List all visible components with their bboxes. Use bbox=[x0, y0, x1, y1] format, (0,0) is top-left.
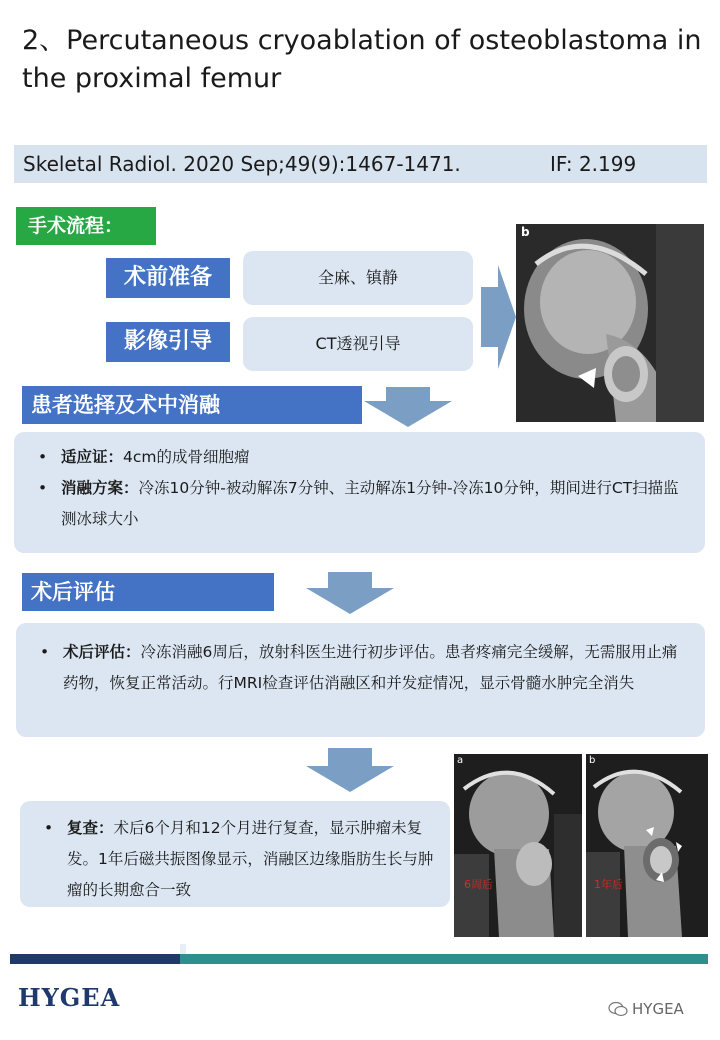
watermark-text: HYGEA bbox=[632, 1000, 684, 1018]
step-guidance-value: CT透视引导 bbox=[243, 317, 473, 371]
footer-bar-accent bbox=[180, 944, 186, 954]
item-label: 术后评估： bbox=[63, 643, 141, 661]
right-arrow-icon bbox=[478, 262, 518, 372]
image-panel-letter: a bbox=[457, 755, 464, 766]
page-title: 2、Percutaneous cryoablation of osteoblastoma in the proximal femur bbox=[22, 25, 702, 94]
image-panel-letter: b bbox=[589, 755, 596, 766]
footer-bar-teal bbox=[180, 954, 708, 964]
section-postop-heading: 术后评估 bbox=[22, 573, 274, 611]
list-item bbox=[28, 442, 691, 473]
item-text: 冷冻10分钟-被动解冻7分钟、主动解冻1分钟-冷冻10分钟，期间进行CT扫描监测冰球大小 bbox=[61, 479, 679, 528]
item-label: 消融方案： bbox=[61, 479, 139, 497]
mri-image-top bbox=[516, 224, 704, 422]
section-patient-selection-heading: 患者选择及术中消融 bbox=[22, 386, 362, 424]
item-label: 复查： bbox=[67, 819, 114, 837]
image-caption-1-year: 1年后 bbox=[594, 878, 623, 891]
femur-mri-graphic bbox=[454, 754, 582, 937]
bullet-icon: • bbox=[38, 448, 48, 466]
femur-mri-graphic bbox=[586, 754, 708, 937]
list-item bbox=[28, 473, 691, 535]
step-guidance-label: 影像引导 bbox=[106, 322, 230, 362]
citation-reference: Skeletal Radiol. 2020 Sep;49(9):1467-1471. bbox=[23, 152, 461, 176]
footer-bar-dark bbox=[10, 954, 180, 964]
mri-image-1-year bbox=[586, 754, 708, 937]
procedure-heading: 手术流程： bbox=[16, 207, 156, 245]
step-preop-value: 全麻、镇静 bbox=[243, 251, 473, 305]
wechat-watermark bbox=[608, 1000, 684, 1018]
postop-evaluation-panel bbox=[16, 623, 705, 737]
image-caption-6-weeks: 6周后 bbox=[464, 878, 493, 891]
down-arrow-icon bbox=[362, 385, 454, 429]
list-item bbox=[34, 813, 436, 906]
patient-selection-panel bbox=[14, 432, 705, 553]
item-text: 术后6个月和12个月进行复查，显示肿瘤未复发。1年后磁共振图像显示，消融区边缘脂肪生长与肿瘤的长期愈合一致 bbox=[67, 819, 434, 899]
image-panel-letter: b bbox=[521, 225, 530, 239]
down-arrow-icon bbox=[304, 570, 396, 616]
femur-mri-graphic bbox=[516, 224, 704, 422]
list-item bbox=[30, 637, 691, 699]
bullet-icon: • bbox=[38, 479, 48, 497]
bullet-icon: • bbox=[40, 643, 50, 661]
down-arrow-icon bbox=[304, 746, 396, 794]
citation-bar bbox=[14, 145, 707, 183]
item-text: 冷冻消融6周后，放射科医生进行初步评估。患者疼痛完全缓解，无需服用止痛药物，恢复正常活动。行MRI检查评估消融区和并发症情况，显示骨髓水肿完全消失 bbox=[63, 643, 678, 692]
bullet-icon: • bbox=[44, 819, 54, 837]
item-text: 4cm的成骨细胞瘤 bbox=[123, 448, 250, 466]
hygea-logo: HYGEA bbox=[18, 983, 121, 1012]
impact-factor: IF: 2.199 bbox=[550, 152, 637, 176]
mri-image-6-weeks bbox=[454, 754, 582, 937]
item-label: 适应证： bbox=[61, 448, 124, 466]
step-preop-label: 术前准备 bbox=[106, 258, 230, 298]
follow-up-panel bbox=[20, 801, 450, 907]
wechat-icon bbox=[608, 1001, 628, 1017]
